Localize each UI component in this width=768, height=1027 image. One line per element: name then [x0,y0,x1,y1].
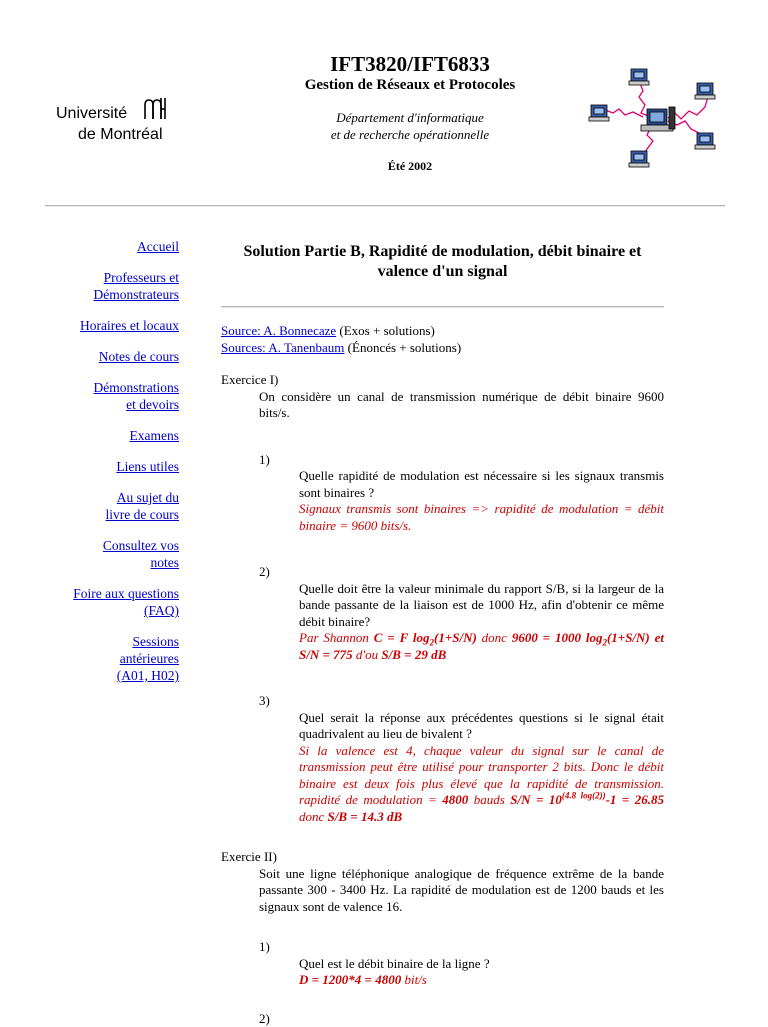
exercise2-heading: Exercie II) [221,849,664,866]
ex1-q3-answer: Si la valence est 4, chaque valeur du signal sur le canal de transmission peut être utilisé pour transporter 2 bits. Donc le débit binaire est deux fois plus élevé que la rapidité de transmission. rapidité de modulation = 4800 bauds $S/N = 10^{(4.8 log(2))}-1 = 26.85$ donc S/B = 14.3 dB [299,743,664,826]
sources [221,323,664,356]
ex2-q2-number: 2) [259,1011,664,1027]
ex2-q1-text: Quel est le débit binaire de la ligne ? [299,956,664,973]
ex2-q1 [299,956,664,989]
nav-sessions-anterieures[interactable]: Sessions antérieures (A01, H02) [40,633,179,684]
nav-horaires[interactable]: Horaires et locaux [40,317,179,334]
nav-livre[interactable]: Au sujet du livre de cours [40,489,179,523]
ex1-q1-text: Quelle rapidité de modulation est nécessaire si les signaux transmis sont binaires ? [299,468,664,501]
ex1-q3-text: Quel serait la réponse aux précédentes questions si le signal était quadrivalent au lieu de bivalent ? [299,710,664,743]
department-line2: et de recherche opérationnelle [240,126,580,143]
exercise2-intro: Soit une ligne téléphonique analogique de fréquence extrême de la bande passante 300 - 3400 Hz. La rapidité de modulation est de 1200 bauds et les signaux sont de valence 16. [259,866,664,916]
department-line1: Département d'informatique [240,109,580,126]
exercise1-heading: Exercice I) [221,372,664,389]
nav-consultez-notes[interactable]: Consultez vos notes [40,537,179,571]
udem-emblem-icon [142,95,170,121]
ex2-q1-number: 1) [259,939,664,956]
nav-professeurs[interactable]: Professeurs et Démonstrateurs [40,269,179,303]
ex1-q1-number: 1) [259,452,664,469]
ex1-q3-number: 3) [259,693,664,710]
nav-demonstrations[interactable]: Démonstrations et devoirs [40,379,179,413]
source2-note: (Énoncés + solutions) [344,340,461,355]
logo-text-line1: Université [56,105,127,123]
source-tanenbaum-link[interactable]: Sources: A. Tanenbaum [221,340,344,355]
ex1-q2 [299,581,664,664]
logo-text-line2: de Montréal [78,126,163,144]
source-bonnecaze-link[interactable]: Source: A. Bonnecaze [221,323,336,338]
department [240,109,580,143]
main-content [221,242,664,1027]
source1-note: (Exos + solutions) [336,323,435,338]
ex1-q1-answer: Signaux transmis sont binaires => rapidité de modulation = débit binaire = 9600 bits/s. [299,501,664,534]
title-divider [221,306,664,308]
ex1-q2-text: Quelle doit être la valeur minimale du rapport S/B, si la largeur de la bande passante de la liaison est de 1000 Hz, afin d'obtenir ce même débit binaire? [299,581,664,631]
ex1-q3 [299,710,664,826]
nav-liens-utiles[interactable]: Liens utiles [40,458,179,475]
ex1-q2-number: 2) [259,564,664,581]
page-title: Solution Partie B, Rapidité de modulation, débit binaire et valence d'un signal [221,242,664,282]
ex1-q2-answer: Par Shannon C = F $\log_2(1+S/N)$ donc 9600 = 1000 $\log_2(1+S/N)$ et S/N = 775 d'ou S/B = 29 dB [299,630,664,663]
header-divider [45,205,725,207]
exercise1-intro: On considère un canal de transmission numérique de débit binaire 9600 bits/s. [259,389,664,422]
sidebar-nav [40,238,179,698]
central-computer [641,107,675,131]
term: Été 2002 [240,159,580,174]
network-diagram-icon [585,63,725,173]
nav-examens[interactable]: Examens [40,427,179,444]
course-code: IFT3820/IFT6833 [240,52,580,76]
course-header [240,52,580,174]
ex2-q1-answer: D = 1200*4 = 4800 bit/s [299,972,664,989]
nav-notes-de-cours[interactable]: Notes de cours [40,348,179,365]
ex1-q1 [299,468,664,534]
nav-faq[interactable]: Foire aux questions (FAQ) [40,585,179,619]
nav-accueil[interactable]: Accueil [40,238,179,255]
course-name: Gestion de Réseaux et Protocoles [240,76,580,94]
universite-de-montreal-logo [56,95,186,150]
